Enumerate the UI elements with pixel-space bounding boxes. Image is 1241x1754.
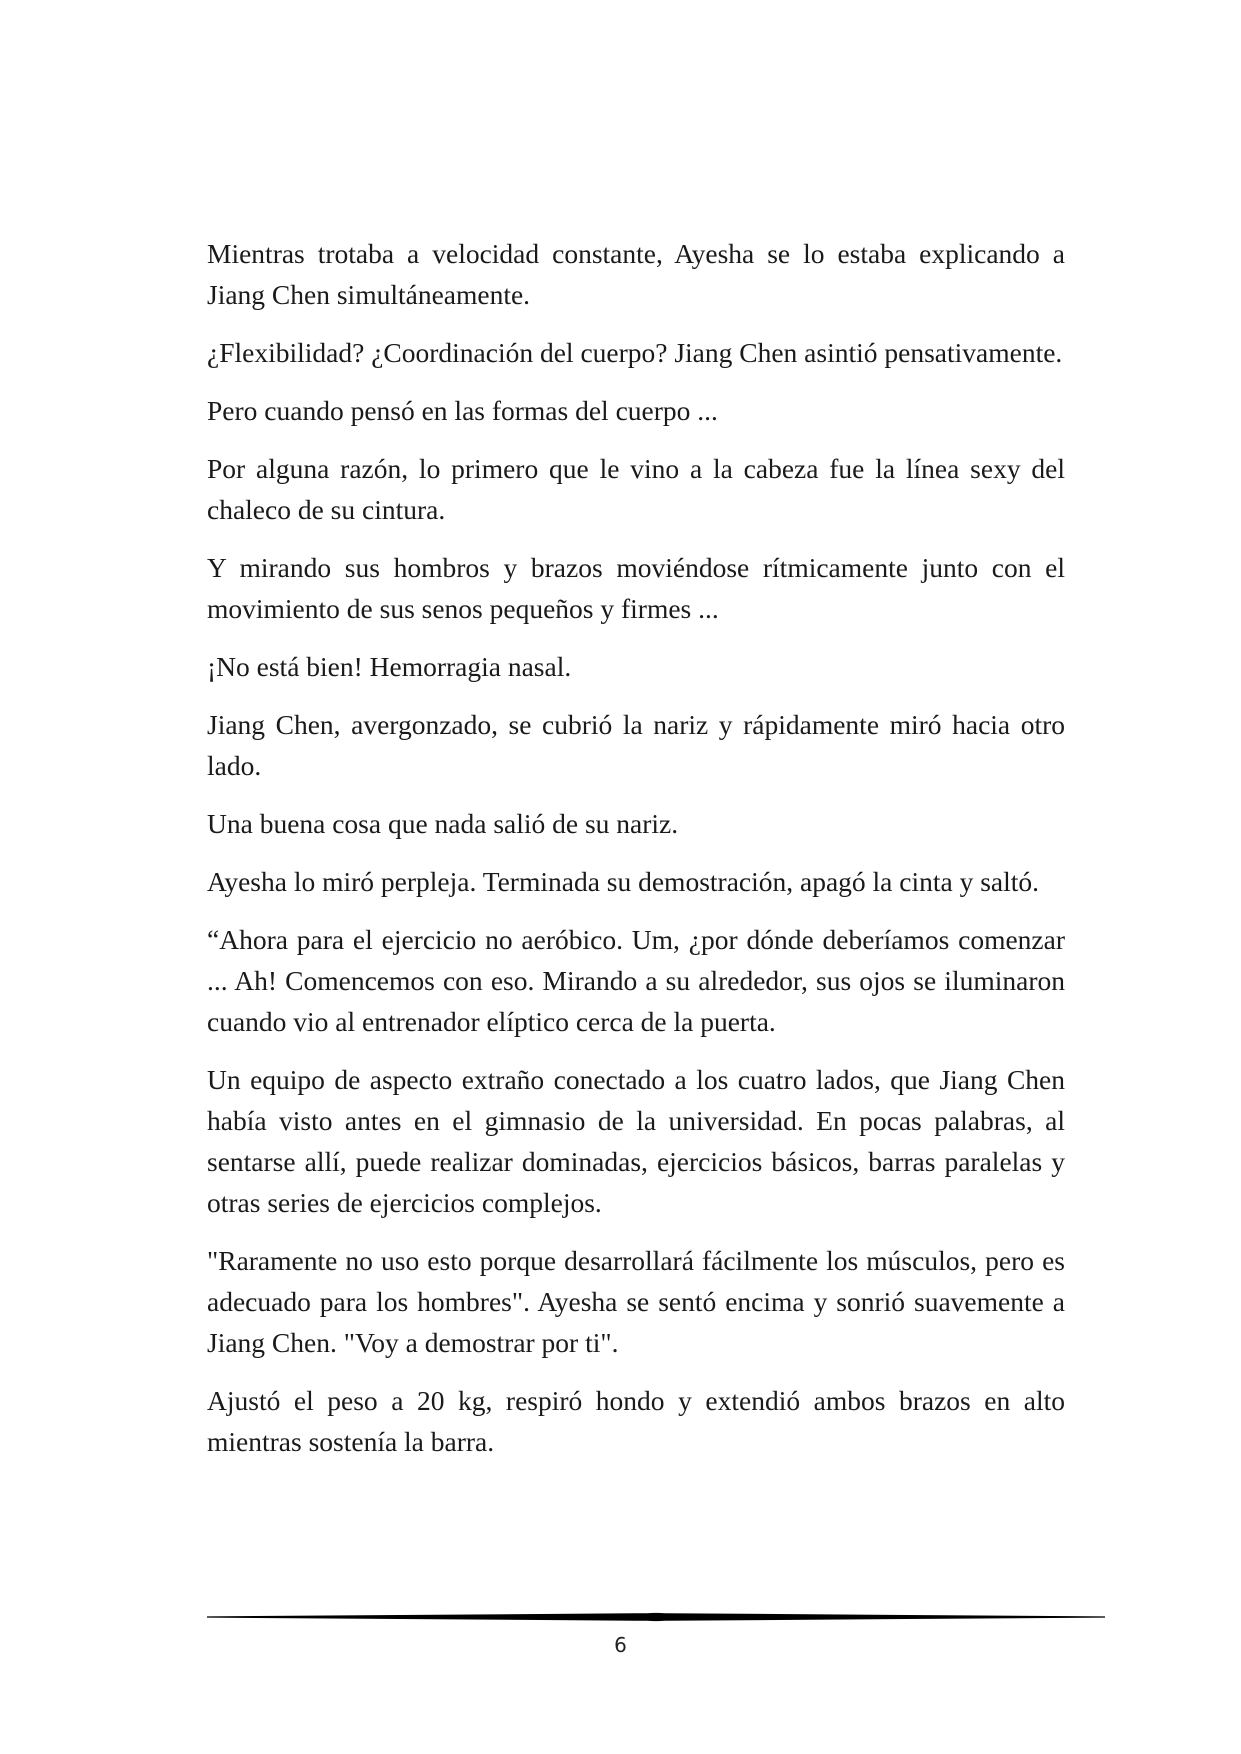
paragraph-8: Una buena cosa que nada salió de su nariz.	[207, 808, 679, 839]
paragraph-9: Ayesha lo miró perpleja. Terminada su demostración, apagó la cinta y saltó.	[207, 866, 1040, 897]
paragraph-10: “Ahora para el ejercicio no aeróbico. Um, ¿por dónde deberíamos comenzar ... Ah! Comencemos con eso. Mirando a su alrededor, sus ojos se iluminaron cuando vio al entrenador elíptico cerca de la puerta.	[207, 924, 1065, 1037]
paragraph-6: ¡No está bien! Hemorragia nasal.	[207, 651, 572, 682]
paragraph-4: Por alguna razón, lo primero que le vino a la cabeza fue la línea sexy del chaleco de su cintura.	[207, 453, 1065, 525]
paragraph-5: Y mirando sus hombros y brazos moviéndose rítmicamente junto con el movimiento de sus senos pequeños y firmes ...	[207, 552, 1065, 624]
paragraph-2: ¿Flexibilidad? ¿Coordinación del cuerpo? Jiang Chen asintió pensativamente.	[207, 337, 1063, 368]
paragraph-1: Mientras trotaba a velocidad constante, Ayesha se lo estaba explicando a Jiang Chen simultáneamente.	[207, 238, 1065, 310]
page-body	[207, 233, 1065, 1479]
footer-rule	[207, 1610, 1105, 1624]
paragraph-3: Pero cuando pensó en las formas del cuerpo ...	[207, 395, 718, 426]
paragraph-12: "Raramente no uso esto porque desarrollará fácilmente los músculos, pero es adecuado para los hombres". Ayesha se sentó encima y sonrió suavemente a Jiang Chen. "Voy a demostrar por ti".	[207, 1245, 1065, 1358]
footer-rule-swell	[207, 1613, 1105, 1621]
paragraph-11: Un equipo de aspecto extraño conectado a los cuatro lados, que Jiang Chen había visto antes en el gimnasio de la universidad. En pocas palabras, al sentarse allí, puede realizar dominadas, ejercicios básicos, barras paralelas y otras series de ejercicios complejos.	[207, 1064, 1065, 1218]
paragraph-13: Ajustó el peso a 20 kg, respiró hondo y extendió ambos brazos en alto mientras sostenía la barra.	[207, 1385, 1065, 1457]
page-number: 6	[614, 1633, 627, 1657]
paragraph-7: Jiang Chen, avergonzado, se cubrió la nariz y rápidamente miró hacia otro lado.	[207, 709, 1065, 781]
